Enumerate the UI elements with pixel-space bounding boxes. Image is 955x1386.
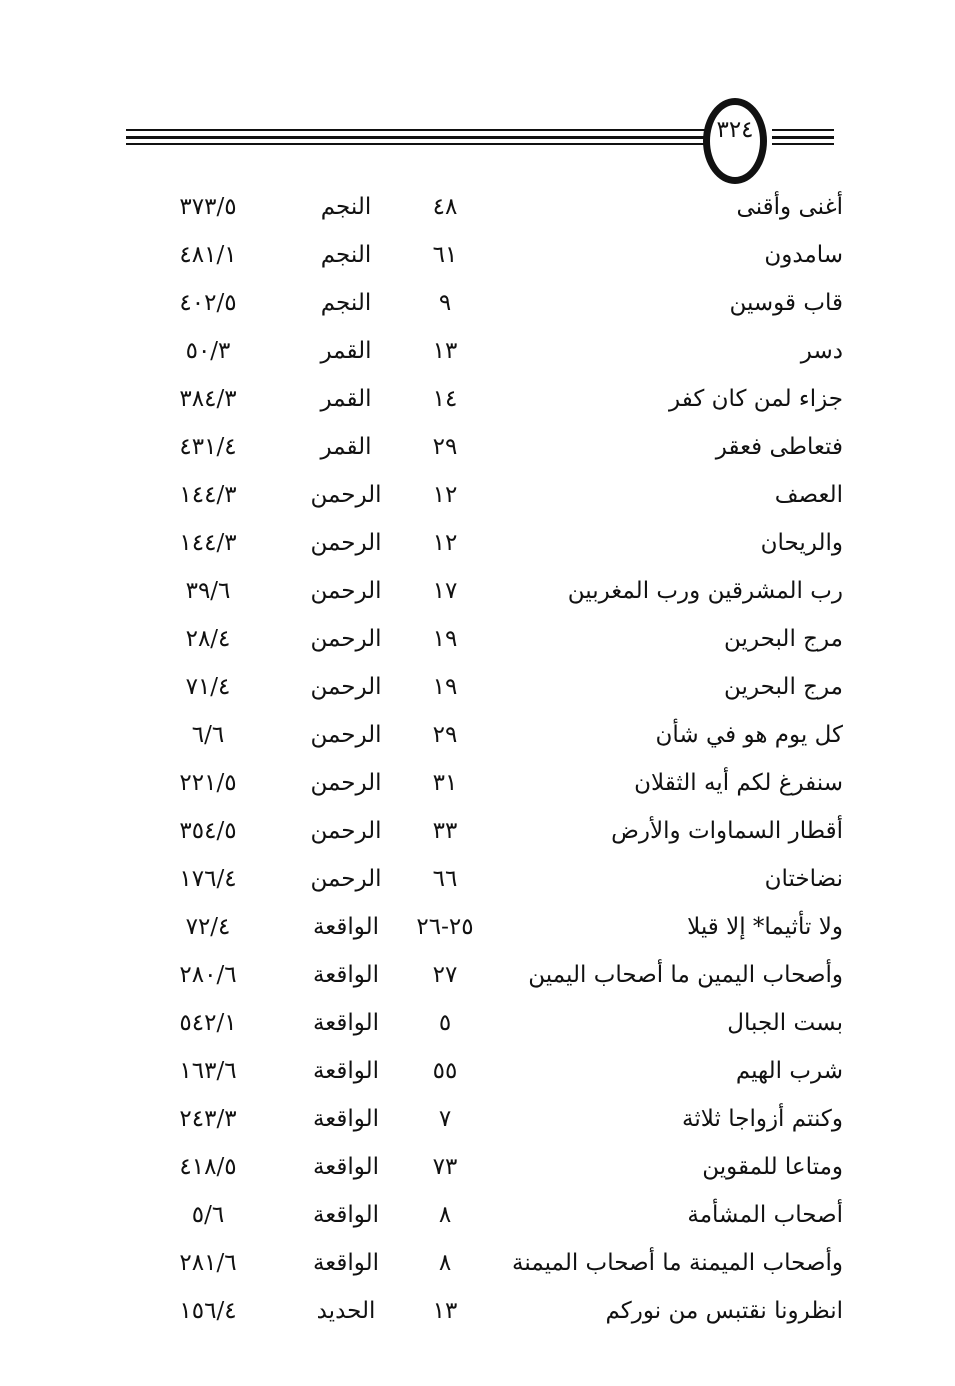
volume-page-cell: ٤٣١/٤ [179, 434, 237, 460]
surah-name-cell: الواقعة [312, 914, 380, 940]
ayah-number-cell: ٥ [438, 1010, 452, 1036]
surah-name-cell: الرحمن [310, 818, 382, 844]
surah-name-cell: الحديد [316, 1298, 376, 1324]
surah-name-cell: الرحمن [310, 722, 382, 748]
ayah-number-cell: ١٣ [432, 1298, 458, 1324]
phrase-cell: شرب الهيم [735, 1058, 843, 1084]
phrase-cell: ولا تأثيما* إلا قيلا [687, 914, 843, 940]
volume-page-cell: ٦/٦ [191, 722, 225, 748]
ayah-number-cell: ٣١ [432, 770, 458, 796]
volume-page-cell: ١٥٦/٤ [179, 1298, 237, 1324]
surah-name-cell: النجم [320, 194, 372, 220]
volume-page-cell: ٣٥٤/٥ [179, 818, 237, 844]
surah-name-cell: الواقعة [312, 1250, 380, 1276]
surah-name-cell: الرحمن [310, 770, 382, 796]
volume-page-cell: ٧٢/٤ [185, 914, 231, 940]
header-rule [772, 136, 834, 139]
phrase-cell: بست الجبال [727, 1010, 843, 1036]
ayah-number-cell: ٦١ [432, 242, 458, 268]
phrase-cell: مرج البحرين [724, 674, 843, 700]
table-row [0, 1096, 955, 1144]
ayah-number-cell: ٧٣ [432, 1154, 458, 1180]
volume-page-cell: ٤٠٢/٥ [179, 290, 237, 316]
ayah-number-cell: ١٧ [432, 578, 458, 604]
table-row [0, 664, 955, 712]
surah-name-cell: الواقعة [312, 962, 380, 988]
surah-name-cell: الواقعة [312, 1106, 380, 1132]
ayah-number-cell: ٢٩ [432, 722, 458, 748]
phrase-cell: أصحاب المشأمة [687, 1202, 843, 1228]
phrase-cell: جزاء لمن كان كفر [669, 386, 843, 412]
volume-page-cell: ١٤٤/٣ [179, 530, 237, 556]
ayah-number-cell: ١٢ [432, 530, 458, 556]
surah-name-cell: القمر [320, 338, 372, 364]
surah-name-cell: الواقعة [312, 1154, 380, 1180]
ayah-number-cell: ٦٦ [432, 866, 458, 892]
volume-page-cell: ٢٨/٤ [185, 626, 231, 652]
table-row [0, 712, 955, 760]
volume-page-cell: ١٧٦/٤ [179, 866, 237, 892]
ayah-number-cell: ٨ [438, 1202, 452, 1228]
volume-page-cell: ٤٨١/١ [179, 242, 237, 268]
phrase-cell: العصف [774, 482, 843, 508]
phrase-cell: وأصحاب الميمنة ما أصحاب الميمنة [512, 1250, 843, 1276]
surah-name-cell: الرحمن [310, 530, 382, 556]
surah-name-cell: الرحمن [310, 482, 382, 508]
surah-name-cell: الرحمن [310, 866, 382, 892]
table-row [0, 808, 955, 856]
table-row [0, 376, 955, 424]
phrase-cell: كل يوم هو في شأن [655, 722, 843, 748]
table-row [0, 328, 955, 376]
ayah-number-cell: ١٩ [432, 674, 458, 700]
phrase-cell: رب المشرقين ورب المغربين [567, 578, 843, 604]
phrase-cell: مرج البحرين [724, 626, 843, 652]
phrase-cell: والريحان [760, 530, 843, 556]
table-row [0, 184, 955, 232]
page-number: ٣٢٤ [716, 117, 754, 143]
table-row [0, 520, 955, 568]
ayah-number-cell: ١٤ [432, 386, 458, 412]
phrase-cell: قاب قوسين [729, 290, 843, 316]
phrase-cell: ومتاعا للمقوين [702, 1154, 843, 1180]
phrase-cell: أقطار السماوات والأرض [611, 818, 843, 844]
volume-page-cell: ٢٨١/٦ [179, 1250, 237, 1276]
table-row [0, 424, 955, 472]
volume-page-cell: ٣٨٤/٣ [179, 386, 237, 412]
phrase-cell: فتعاطى فعقر [715, 434, 843, 460]
header-rule [772, 143, 834, 145]
table-row [0, 1000, 955, 1048]
ayah-number-cell: ١٢ [432, 482, 458, 508]
surah-name-cell: النجم [320, 290, 372, 316]
ayah-number-cell: ٢٩ [432, 434, 458, 460]
volume-page-cell: ٥/٦ [191, 1202, 225, 1228]
volume-page-cell: ٢٤٣/٣ [179, 1106, 237, 1132]
ayah-number-cell: ١٣ [432, 338, 458, 364]
surah-name-cell: الواقعة [312, 1058, 380, 1084]
header-rule [126, 129, 708, 131]
table-row [0, 1048, 955, 1096]
phrase-cell: وكنتم أزواجا ثلاثة [682, 1106, 843, 1132]
volume-page-cell: ٢٢١/٥ [179, 770, 237, 796]
ayah-number-cell: ٥٥ [432, 1058, 458, 1084]
phrase-cell: أغنى وأقنى [736, 194, 843, 220]
surah-name-cell: الرحمن [310, 578, 382, 604]
index-table [0, 184, 955, 1336]
surah-name-cell: النجم [320, 242, 372, 268]
page-number-badge [703, 98, 767, 184]
phrase-cell: سامدون [764, 242, 843, 268]
header-rule [126, 136, 708, 139]
volume-page-cell: ٣٩/٦ [185, 578, 231, 604]
phrase-cell: دسر [800, 338, 843, 364]
table-row [0, 856, 955, 904]
volume-page-cell: ٤١٨/٥ [179, 1154, 237, 1180]
table-row [0, 904, 955, 952]
table-row [0, 568, 955, 616]
surah-name-cell: القمر [320, 434, 372, 460]
table-row [0, 280, 955, 328]
ayah-number-cell: ٨ [438, 1250, 452, 1276]
ayah-number-cell: ٤٨ [432, 194, 458, 220]
ayah-number-cell: ٢٧ [432, 962, 458, 988]
ayah-number-cell: ٧ [438, 1106, 452, 1132]
volume-page-cell: ١٦٣/٦ [179, 1058, 237, 1084]
phrase-cell: انظرونا نقتبس من نوركم [605, 1298, 843, 1324]
table-row [0, 232, 955, 280]
header-rule [772, 129, 834, 131]
ayah-number-cell: ٣٣ [432, 818, 458, 844]
surah-name-cell: القمر [320, 386, 372, 412]
table-row [0, 616, 955, 664]
table-row [0, 952, 955, 1000]
page-header [0, 0, 955, 190]
surah-name-cell: الواقعة [312, 1202, 380, 1228]
surah-name-cell: الواقعة [312, 1010, 380, 1036]
phrase-cell: سنفرغ لكم أيه الثقلان [634, 770, 843, 796]
volume-page-cell: ٥٠/٣ [185, 338, 231, 364]
header-rule [126, 143, 708, 145]
surah-name-cell: الرحمن [310, 626, 382, 652]
table-row [0, 472, 955, 520]
ayah-number-cell: ٩ [438, 290, 452, 316]
table-row [0, 1288, 955, 1336]
table-row [0, 1144, 955, 1192]
surah-name-cell: الرحمن [310, 674, 382, 700]
table-row [0, 1240, 955, 1288]
phrase-cell: نضاختان [764, 866, 843, 892]
table-row [0, 760, 955, 808]
phrase-cell: وأصحاب اليمين ما أصحاب اليمين [528, 962, 843, 988]
volume-page-cell: ٧١/٤ [185, 674, 231, 700]
table-row [0, 1192, 955, 1240]
volume-page-cell: ٣٧٣/٥ [179, 194, 237, 220]
volume-page-cell: ٥٤٢/١ [179, 1010, 237, 1036]
ayah-number-cell: ٢٥-٢٦ [416, 914, 474, 940]
volume-page-cell: ٢٨٠/٦ [179, 962, 237, 988]
volume-page-cell: ١٤٤/٣ [179, 482, 237, 508]
ayah-number-cell: ١٩ [432, 626, 458, 652]
